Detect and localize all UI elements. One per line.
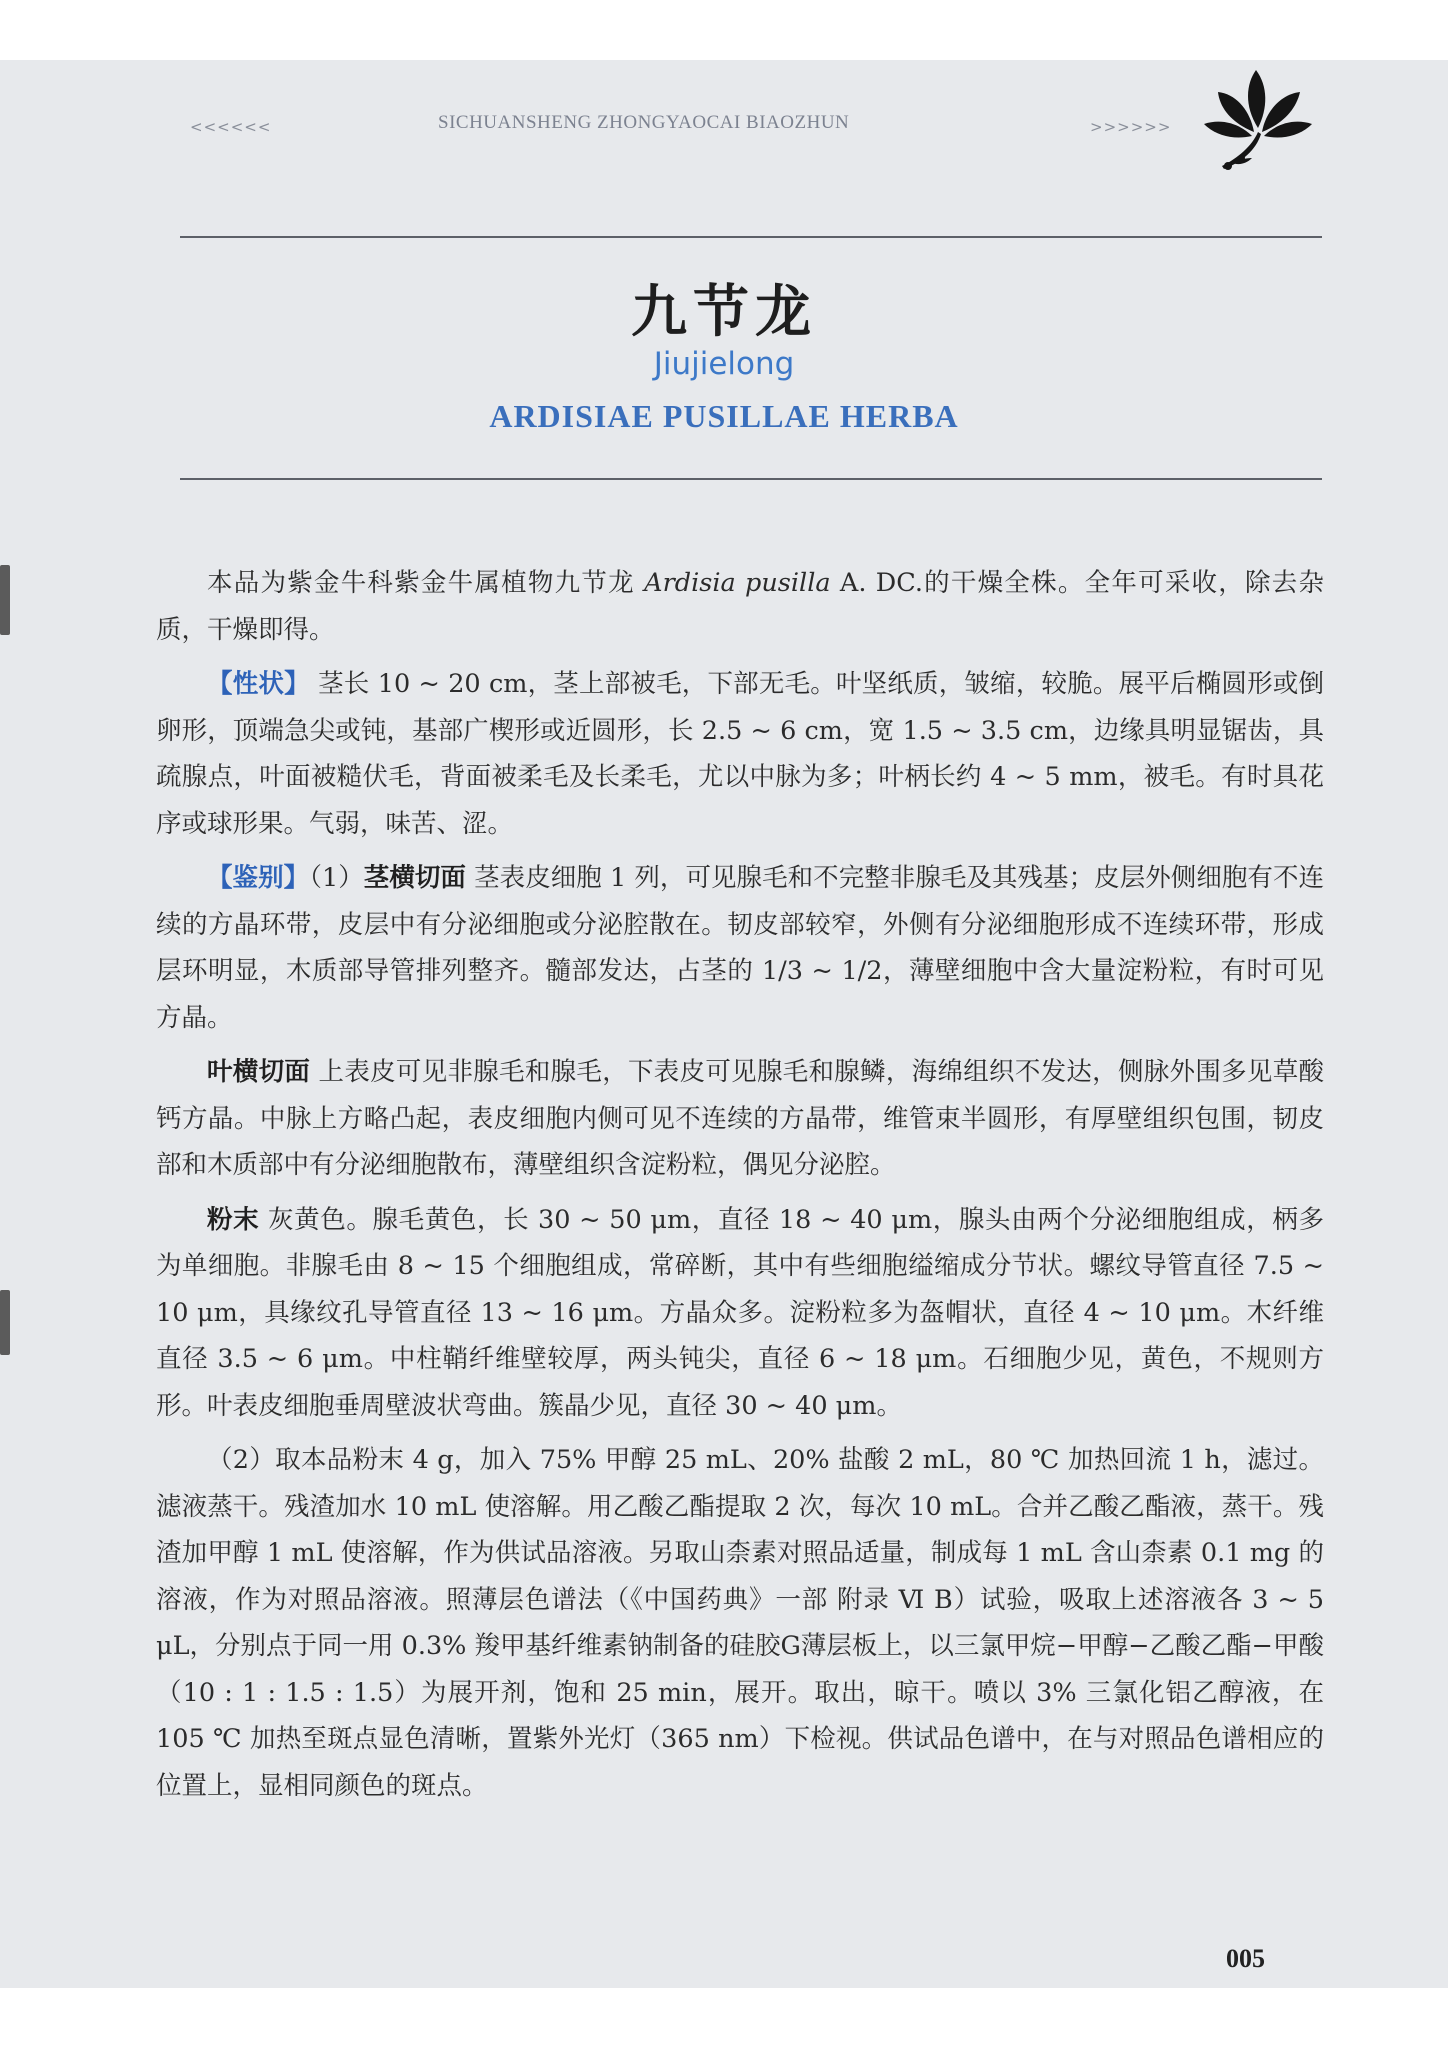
binding-mark (0, 1290, 10, 1355)
page-number: 005 (1226, 1944, 1265, 1973)
intro-paragraph (156, 560, 1324, 653)
top-divider (180, 236, 1322, 238)
monograph-title: 九节龙 (631, 280, 817, 345)
leaf-section-text: 上表皮可见非腺毛和腺毛，下表皮可见腺毛和腺鳞，海绵组织不发达，侧脉外围多见草酸钙方晶。中脉上方略凸起，表皮细胞内侧可见不连续的方晶带，维管束半圆形，有厚壁组织包围，韧皮部和木质部中有分泌细胞散布，薄壁组织含淀粉粒，偶见分泌腔。 (156, 1057, 1324, 1180)
powder-paragraph (156, 1197, 1324, 1430)
binding-mark (0, 565, 10, 635)
characters-label: 【性状】 (207, 669, 310, 699)
intro-text-end: A. DC.的干燥全株。全年可采收，除去杂质，干燥即得。 (156, 568, 1325, 645)
characters-text: 茎长 10 ~ 20 cm，茎上部被毛，下部无毛。叶坚纸质，皱缩，较脆。展平后椭圆形或倒卵形，顶端急尖或钝，基部广楔形或近圆形，长 2.5 ~ 6 cm，宽 1.5 ~ 3.5 cm，边缘具明显锯齿，具疏腺点，叶面被糙伏毛，背面被柔毛及长柔毛，尤以中脉为多；叶柄长约 4 ~ 5 mm，被毛。有时具花序或球形果。气弱，味苦、涩。 (156, 669, 1324, 839)
identification-item-number: （1） (309, 863, 364, 893)
title-divider (180, 478, 1322, 480)
characters-paragraph (156, 661, 1324, 847)
monograph-body (156, 560, 1324, 1817)
intro-text: 本品为紫金牛科紫金牛属植物九节龙 (207, 568, 645, 598)
stem-section-paragraph (156, 855, 1324, 1041)
powder-text: 灰黄色。腺毛黄色，长 30 ~ 50 μm，直径 18 ~ 40 μm，腺头由两个分泌细胞组成，柄多为单细胞。非腺毛由 8 ~ 15 个细胞组成，常碎断，其中有些细胞缢缩成分节状。螺纹导管直径 7.5 ~ 10 μm，具缘纹孔导管直径 13 ~ 16 μm。方晶众多。淀粉粒多为盔帽状，直径 4 ~ 10 μm。木纤维直径 3.5 ~ 6 μm。中柱鞘纤维壁较厚，两头钝尖，直径 6 ~ 18 μm。石细胞少见，黄色，不规则方形。叶表皮细胞垂周壁波状弯曲。簇晶少见，直径 30 ~ 40 μm。 (156, 1204, 1324, 1421)
powder-heading: 粉末 (207, 1204, 260, 1235)
monograph-pinyin: Jiujielong (653, 346, 795, 382)
leaf-section-paragraph (156, 1049, 1324, 1189)
header-right-marks: >>>>>> (1090, 118, 1172, 136)
leaf-section-heading: 叶横切面 (207, 1057, 311, 1087)
identification-label: 【鉴别】 (207, 863, 310, 893)
species-name: Ardisia pusilla (644, 568, 831, 598)
running-header: SICHUANSHENG ZHONGYAOCAI BIAOZHUN (438, 112, 850, 133)
leaf-flower-icon (1198, 66, 1318, 178)
tlc-paragraph: （2）取本品粉末 4 g，加入 75% 甲醇 25 mL、20% 盐酸 2 mL，80 ℃ 加热回流 1 h，滤过。滤液蒸干。残渣加水 10 mL 使溶解。用乙酸乙酯提取 2 次，每次 10 mL。合并乙酸乙酯液，蒸干。残渣加甲醇 1 mL 使溶解，作为供试品溶液。另取山柰素对照品适量，制成每 1 mL 含山柰素 0.1 mg 的溶液，作为对照品溶液。照薄层色谱法（《中国药典》一部 附录 Ⅵ B）试验，吸取上述溶液各 3 ~ 5 μL，分别点于同一用 0.3% 羧甲基纤维素钠制备的硅胶G薄层板上，以三氯甲烷−甲醇−乙酸乙酯−甲酸（10 : 1 : 1.5 : 1.5）为展开剂，饱和 25 min，展开。取出，晾干。喷以 3% 三氯化铝乙醇液，在 105 ℃ 加热至斑点显色清晰，置紫外光灯（365 nm）下检视。供试品色谱中，在与对照品色谱相应的位置上，显相同颜色的斑点。 (156, 1445, 1324, 1801)
stem-section-text: 茎表皮细胞 1 列，可见腺毛和不完整非腺毛及其残基；皮层外侧细胞有不连续的方晶环带，皮层中有分泌细胞或分泌腔散在。韧皮部较窄，外侧有分泌细胞形成不连续环带，形成层环明显，木质部导管排列整齐。髓部发达，占茎的 1/3 ~ 1/2，薄壁细胞中含大量淀粉粒，有时可见方晶。 (156, 863, 1324, 1033)
monograph-latin-name: ARDISIAE PUSILLAE HERBA (489, 398, 959, 434)
stem-section-heading: 茎横切面 (363, 863, 466, 893)
header-left-marks: <<<<<< (190, 118, 272, 136)
